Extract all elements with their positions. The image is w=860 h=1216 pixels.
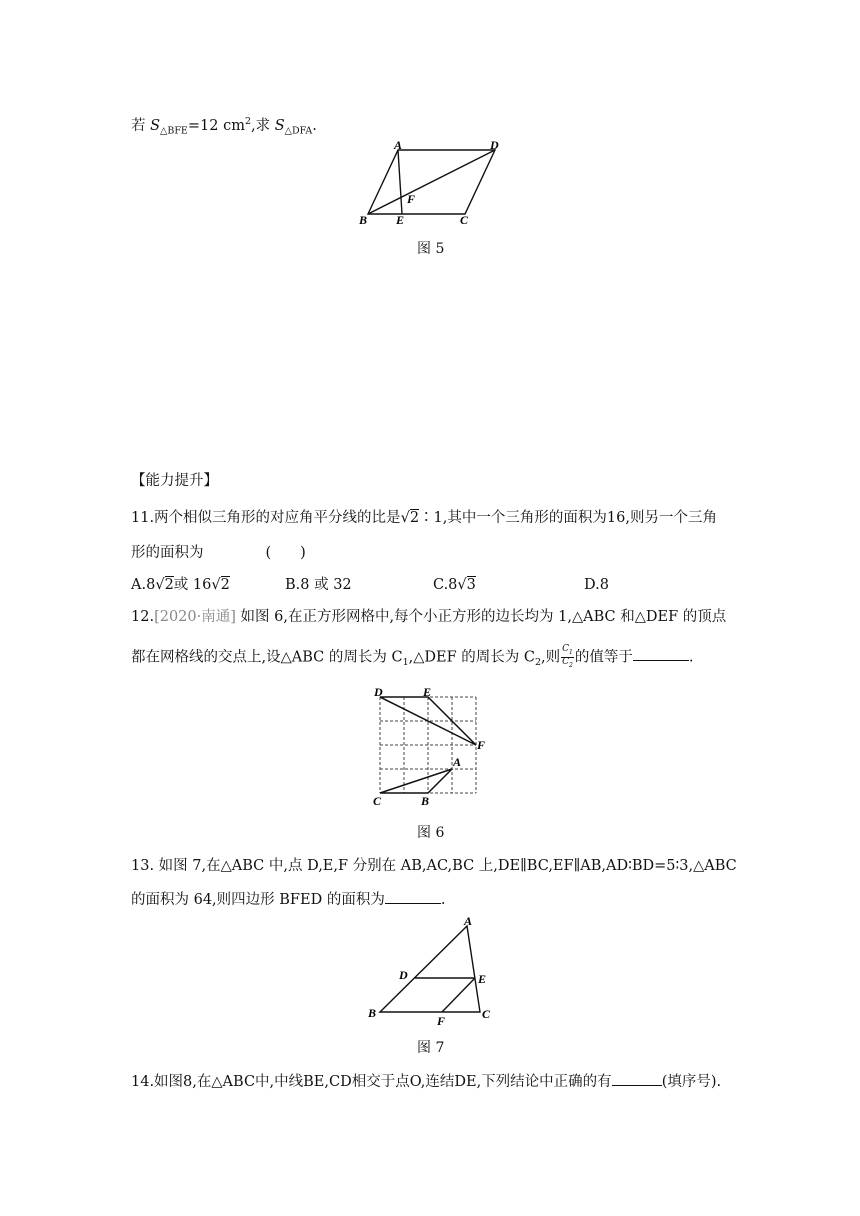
ratio-fraction: $\frac{C_1}{C_2}$ — [562, 644, 573, 669]
q11-option-d: D.8 — [584, 577, 609, 593]
diagonal-bd — [368, 150, 495, 214]
figure-6-grid — [368, 683, 488, 808]
label-c: C — [482, 1007, 491, 1021]
label-d: D — [490, 140, 499, 152]
label-b: B — [368, 1006, 377, 1020]
figure-7-caption: 图 7 — [417, 1040, 445, 1056]
q12-line1: 12.[2020·南通] 如图 6,在正方形网格中,每个小正方形的边长均为 1,△ABC 和△DEF 的顶点 — [131, 609, 727, 625]
answer-blank-12 — [633, 646, 689, 661]
q11-line2: 形的面积为 ( ) — [131, 545, 306, 561]
figure-5-caption: 图 5 — [417, 241, 445, 257]
segment-ae — [398, 150, 402, 214]
label-e: E — [423, 685, 432, 699]
triangle-abc — [380, 769, 452, 793]
q11-option-a: A.8√2或 16√2 — [131, 577, 230, 593]
label-a: A — [394, 140, 403, 152]
label-e: E — [478, 972, 487, 986]
label-a: A — [464, 914, 473, 928]
figure-7-triangle — [360, 912, 500, 1030]
q12-line2: 都在网格线的交点上,设△ABC 的周长为 $C_1,\triangle DEF$ 的周长为 $C_2$,则 $\frac{C_1}{C_2}$ 的值等于 . — [131, 644, 694, 669]
q14-line: 14.如图8,在△ABC中,中线BE,CD相交于点O,连结DE,下列结论中正确的有 (填序号). — [131, 1071, 721, 1092]
q11-option-c: C.8√3 — [433, 577, 476, 593]
label-f: F — [437, 1014, 446, 1028]
answer-blank-14 — [612, 1071, 662, 1086]
section-title: 【能力提升】 — [131, 473, 218, 489]
figure-5-parallelogram — [355, 140, 505, 230]
q10-text: 若 $S_{\triangle BFE}=12$ $cm^2$,求 $S_{\triangle DFA}$. — [131, 116, 317, 137]
label-d: D — [374, 685, 383, 699]
triangle-abc — [380, 926, 480, 1012]
label-b: B — [421, 794, 430, 808]
label-d: D — [399, 968, 408, 982]
label-c: C — [373, 794, 382, 808]
label-a: A — [453, 755, 462, 769]
q11-line1: 11.两个相似三角形的对应角平分线的比是√2∶1,其中一个三角形的面积为16,则另一个三角 — [131, 510, 717, 526]
label-f: F — [477, 738, 486, 752]
q13-line1: 13. 如图 7,在△ABC 中,点 D,E,F 分别在 AB,AC,BC 上,DE∥BC,EF∥AB,AD∶BD=5∶3,△ABC — [131, 858, 737, 874]
segment-ef — [442, 978, 475, 1012]
label-f: F — [407, 192, 416, 206]
answer-blank-13 — [385, 889, 441, 904]
figure-6-caption: 图 6 — [417, 825, 445, 841]
label-c: C — [460, 213, 469, 227]
label-e: E — [396, 213, 405, 227]
source-tag: [2020·南通] — [154, 609, 236, 625]
q11-option-b: B.8 或 32 — [285, 577, 352, 593]
q13-line2: 的面积为 64,则四边形 BFED 的面积为 . — [131, 889, 445, 910]
label-b: B — [359, 213, 368, 227]
